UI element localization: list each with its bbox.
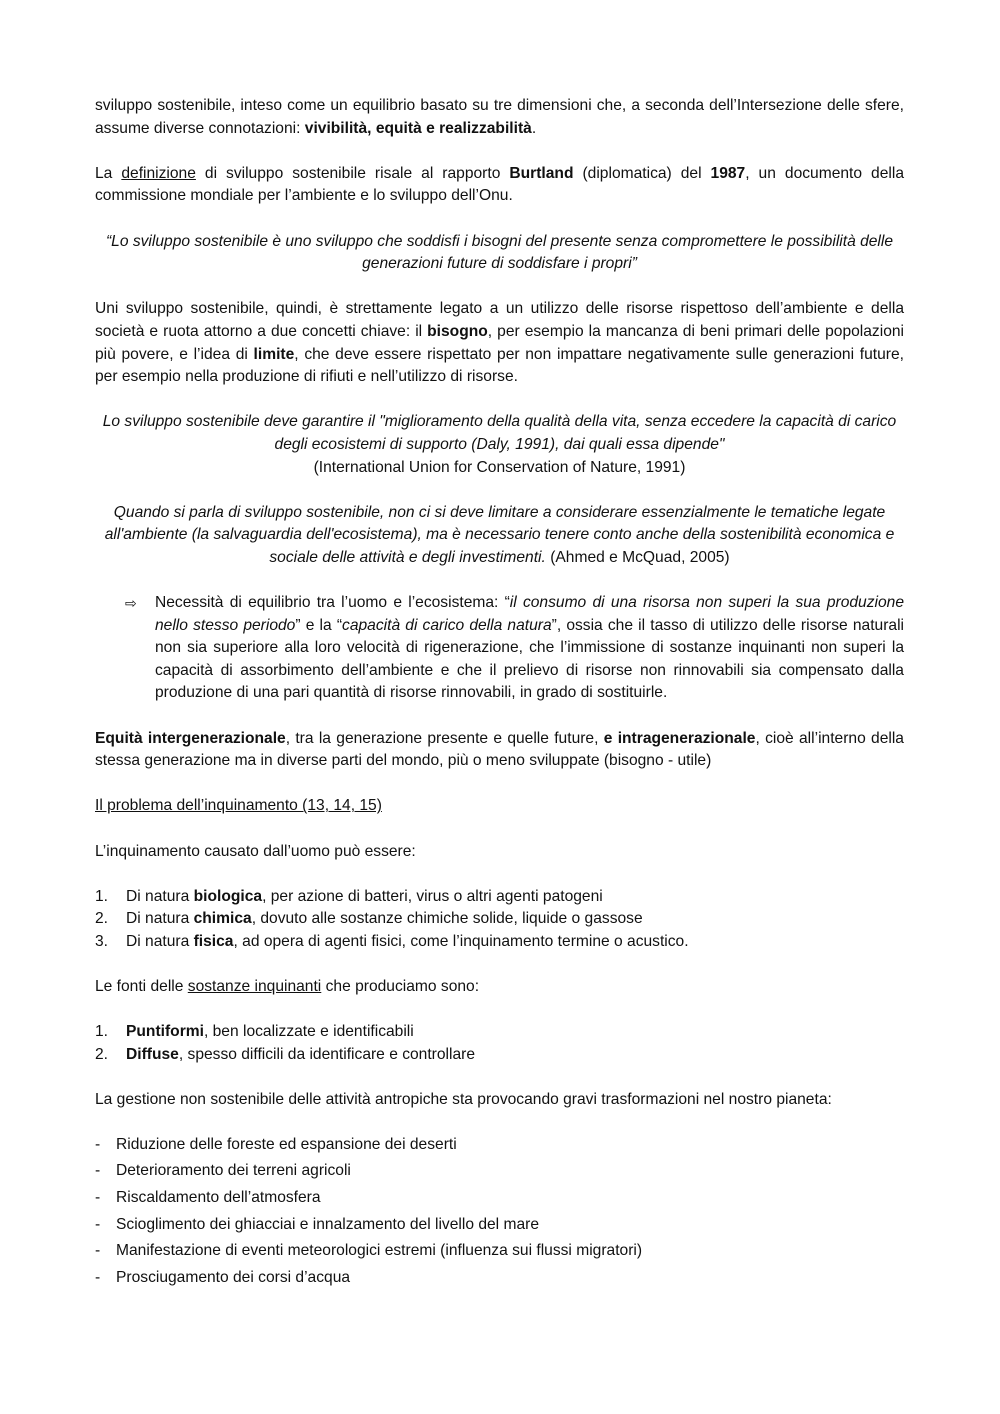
- list-item-text: [126, 886, 603, 909]
- bold-term: biologica: [193, 887, 263, 905]
- dash-bullet: -: [95, 1162, 101, 1180]
- list-item: [95, 1265, 904, 1292]
- arrow-list-item: [95, 592, 904, 705]
- text-run: ” e la “: [295, 616, 343, 634]
- bold-term: bisogno: [427, 322, 488, 340]
- text-run: Necessità di equilibrio tra l’uomo e l’ecosistema: “: [155, 594, 510, 612]
- underlined-term: definizione: [121, 164, 196, 182]
- italic-phrase: il consumo di una risorsa non superi la sua produzione nello stesso periodo: [155, 594, 904, 634]
- list-item: [95, 1021, 904, 1044]
- bold-term: 1987: [710, 164, 746, 182]
- heading-text: Il problema dell’inquinamento (13, 14, 15): [95, 797, 382, 815]
- text-run: La: [95, 164, 122, 182]
- section-heading: [95, 795, 904, 818]
- pollution-types-list: [95, 886, 904, 954]
- text-run: Uni sviluppo sostenibile, quindi, è strettamente legato a un utilizzo delle risorse rispettoso dell’ambiente e della società e ruota attorno a due concetti chiave: il: [95, 300, 904, 340]
- italic-phrase: capacità di carico della natura: [342, 616, 552, 634]
- list-item-text: Riscaldamento dell’atmosfera: [116, 1188, 321, 1206]
- list-item: [95, 1212, 904, 1239]
- text-run: , che deve essere rispettato per non impattare negativamente sulle generazioni future, per esempio nella produzione di rifiuti e nell’utilizzo di risorse.: [95, 345, 904, 386]
- dash-bullet: -: [95, 1215, 101, 1233]
- list-item-text: [126, 1021, 414, 1044]
- list-item-text: Manifestazione di eventi meteorologici estremi (influenza sui flussi migratori): [116, 1242, 643, 1260]
- list-item-text: Scioglimento dei ghiacciai e innalzamento del livello del mare: [116, 1215, 539, 1233]
- italic-quote: Lo sviluppo sostenibile deve garantire il "miglioramento della qualità della vita, senza eccedere la capacità di carico degli ecosistemi di supporto (Daly, 1991), dai quali essa dipende": [102, 413, 897, 453]
- bold-term: Diffuse: [126, 1045, 179, 1063]
- text-run: che produciamo sono:: [321, 978, 480, 996]
- bold-term: chimica: [193, 910, 252, 928]
- list-number: 2.: [95, 910, 109, 928]
- text-run: ”, ossia che il tasso di utilizzo delle risorse naturali non sia superiore alla loro velocità di rigenerazione, che l’immissione di sostanze inquinanti non superi la capacità di assorbimento dell’ambiente e che il prelievo di risorse non rinnovabili sia compensato dalla produzione di una pari quantità di risorse rinnovabili, in grado di sostituirle.: [155, 616, 904, 702]
- text-run: , cioè all’interno della stessa generazione ma in diverse parti del mondo, più o meno sviluppate (bisogno - utile): [95, 729, 904, 770]
- text-run: Di natura: [126, 887, 194, 905]
- text-run: , spesso difficili da identificare e controllare: [178, 1045, 476, 1063]
- text-run: , dovuto alle sostanze chimiche solide, liquide o gassose: [251, 910, 643, 928]
- bold-term: Equità intergenerazionale: [95, 729, 286, 747]
- quote-source: (Ahmed e McQuad, 2005): [545, 548, 730, 566]
- list-item-text: Riduzione delle foreste ed espansione dei deserti: [116, 1135, 457, 1153]
- ahmed-quote: [95, 502, 904, 570]
- text-run: (diplomatica) del: [573, 164, 711, 182]
- arrow-bullet-icon: ⇨: [125, 595, 137, 612]
- list-item: [95, 1185, 904, 1212]
- concepts-paragraph: [95, 298, 904, 388]
- list-item: [95, 886, 904, 909]
- list-number: 1.: [95, 1023, 109, 1041]
- text-run: Le fonti delle: [95, 978, 188, 996]
- list-item: [95, 1158, 904, 1185]
- definition-quote: [95, 231, 904, 276]
- pollution-intro: L’inquinamento causato dall’uomo può essere:: [95, 842, 416, 860]
- list-item: [95, 931, 904, 954]
- equity-paragraph: [95, 728, 904, 773]
- text-run: , un documento della commissione mondiale per l’ambiente e lo sviluppo dell’Onu.: [95, 164, 904, 205]
- bold-term: e intragenerazionale: [603, 729, 756, 747]
- list-item-text: [126, 931, 689, 954]
- list-item-text: Prosciugamento dei corsi d’acqua: [116, 1268, 351, 1286]
- bold-term: fisica: [193, 932, 234, 950]
- bold-term: Puntiformi: [126, 1023, 204, 1041]
- list-item: [95, 1132, 904, 1159]
- bold-term: vivibilità, equità e realizzabilità: [304, 119, 532, 137]
- text-run: , ad opera di agenti fisici, come l’inquinamento termine o acustico.: [233, 932, 689, 950]
- definition-paragraph: [95, 163, 904, 208]
- iucn-quote: [95, 411, 904, 479]
- sources-list: [95, 1021, 904, 1066]
- list-number: 3.: [95, 932, 109, 950]
- text-run: Di natura: [126, 910, 194, 928]
- intro-paragraph: [95, 95, 904, 140]
- list-item-text: [126, 1044, 475, 1067]
- text-run: di sviluppo sostenibile risale al rapporto: [195, 164, 510, 182]
- text-run: sviluppo sostenibile, inteso come un equilibrio basato su tre dimensioni che, a seconda dell’Intersezione delle sfere, assume diverse connotazioni:: [95, 97, 904, 137]
- text-run: Di natura: [126, 932, 194, 950]
- dash-bullet: -: [95, 1135, 101, 1153]
- text-run: .: [531, 119, 537, 137]
- dash-bullet: -: [95, 1188, 101, 1206]
- sources-intro: [95, 976, 904, 999]
- list-item: [95, 1238, 904, 1265]
- list-item-text: [126, 908, 643, 931]
- italic-quote: “Lo sviluppo sostenibile è uno sviluppo che soddisfi i bisogni del presente senza compromettere le possibilità delle generazioni future di soddisfare i propri”: [105, 232, 894, 273]
- bold-term: Burtland: [509, 164, 574, 182]
- dash-bullet: -: [95, 1242, 101, 1260]
- list-item: [95, 908, 904, 931]
- arrow-item-text: [155, 592, 904, 705]
- list-item-text: Deterioramento dei terreni agricoli: [116, 1162, 351, 1180]
- text-run: , per esempio la mancanza di beni primari delle popolazioni più povere, e l’idea di: [95, 322, 905, 363]
- dash-bullet: -: [95, 1268, 101, 1286]
- transformations-intro: La gestione non sostenibile delle attività antropiche sta provocando gravi trasformazioni nel nostro pianeta:: [95, 1091, 832, 1109]
- list-number: 2.: [95, 1045, 109, 1063]
- document-page: [95, 95, 904, 1291]
- text-run: , ben localizzate e identificabili: [203, 1023, 414, 1041]
- underlined-term: sostanze inquinanti: [187, 978, 322, 996]
- italic-quote: Quando si parla di sviluppo sostenibile, non ci si deve limitare a considerare essenzialmente le tematiche legate all'ambiente (la salvaguardia dell'ecosistema), ma è necessario tenere conto anche della sostenibilità economica e sociale delle attività e degli investimenti.: [104, 503, 895, 566]
- text-run: , per azione di batteri, virus o altri agenti patogeni: [262, 887, 603, 905]
- quote-source: (International Union for Conservation of Nature, 1991): [313, 458, 686, 476]
- list-item: [95, 1044, 904, 1067]
- transformations-list: [95, 1132, 904, 1292]
- bold-term: limite: [253, 345, 295, 363]
- text-run: , tra la generazione presente e quelle future,: [285, 729, 604, 747]
- list-number: 1.: [95, 887, 109, 905]
